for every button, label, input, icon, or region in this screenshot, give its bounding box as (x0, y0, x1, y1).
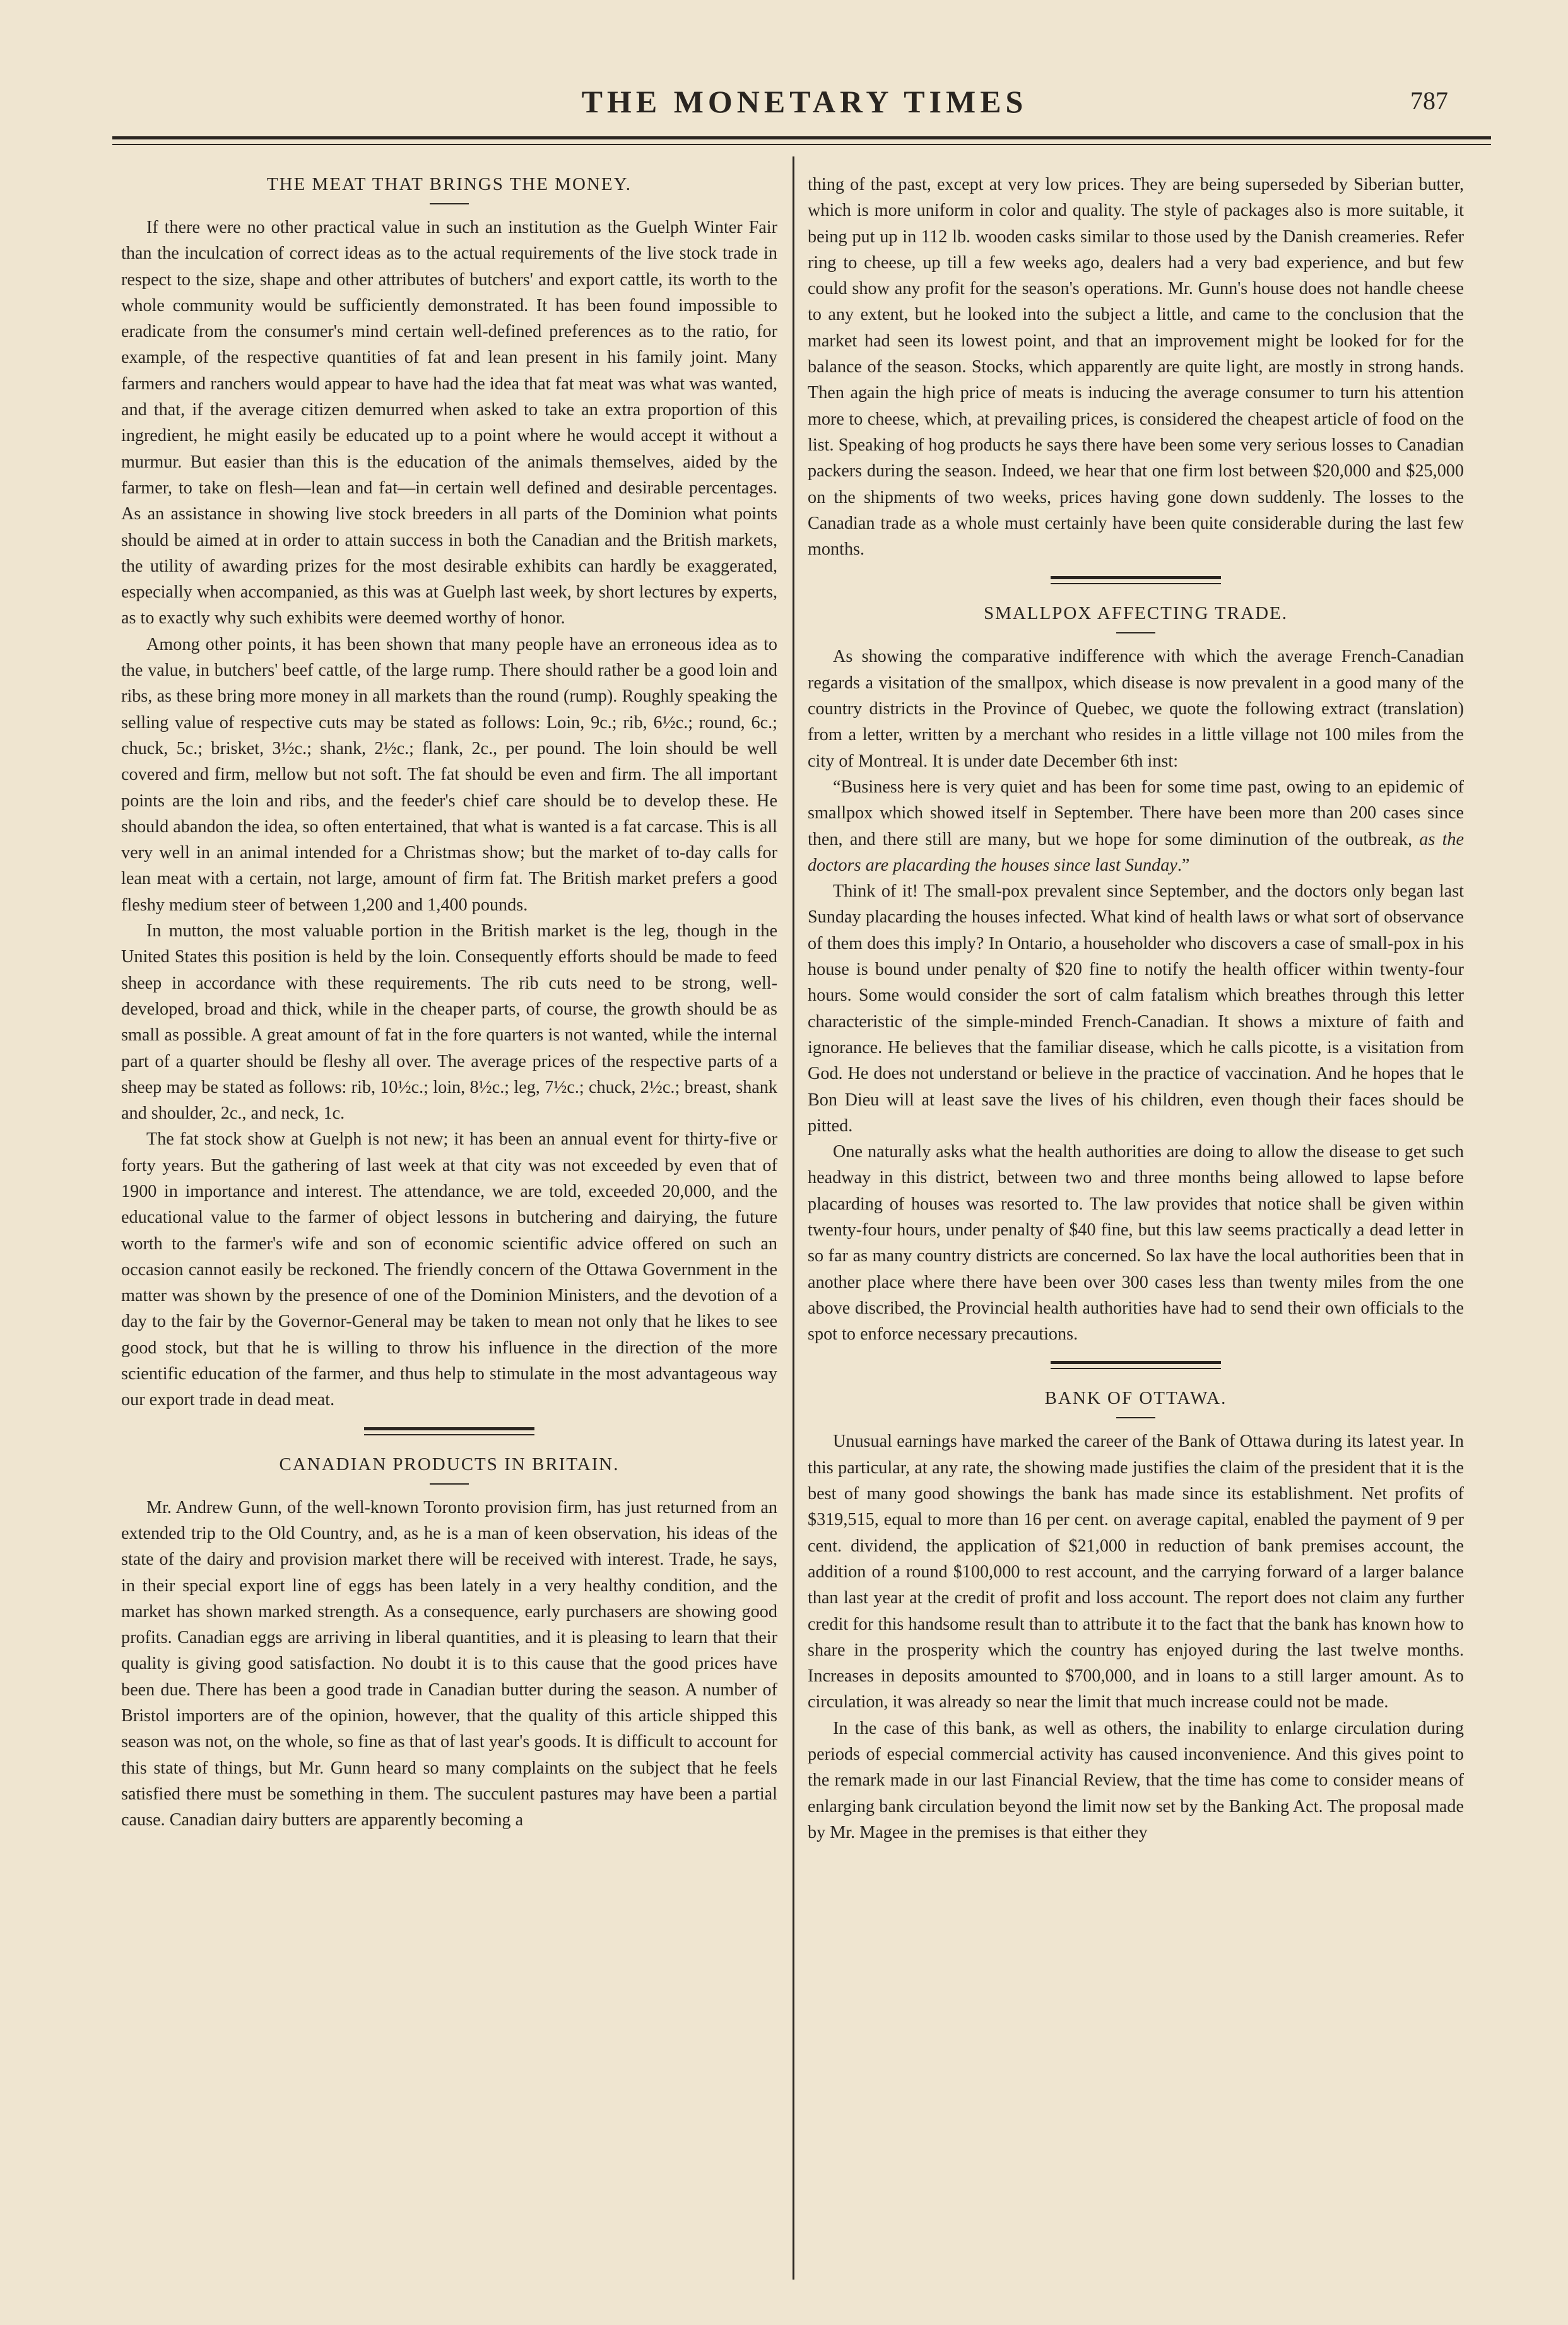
paragraph: In the case of this bank, as well as others, the inability to enlarge circulation during periods of especial commercial activity has caused inconvenience. And this gives point to the remark made in our last Financial Review, that the time has come to consider means of enlarging bank circulation beyond the limit now set by the Banking Act. The proposal made by Mr. Magee in the premises is that either they (808, 1718, 1464, 1842)
article-separator (1051, 576, 1221, 584)
paragraph: Mr. Andrew Gunn, of the well-known Toronto provision firm, has just returned from an extended trip to the Old Country, and, as he is a man of keen observation, his ideas of the state of the dairy and provision market there will be received with interest. Trade, he says, in their special export line of eggs has been lately in a very healthy condition, and the market has shown marked strength. As a consequence, early purchasers are showing good profits. Canadian eggs are arriving in liberal quantities, and it is pleasing to learn that their quality is giving good satisfaction. No doubt it is to this cause that the good prices have been due. There has been a good trade in Canadian butter during the season. A number of Bristol importers are of the opinion, however, that the quality of this article shipped this season was not, on the whole, so fine as that of last year's goods. It is difficult to account for this state of things, but Mr. Gunn heard so many complaints on the subject that he feels satisfied there must be something in them. The succulent pastures may have been a partial cause. Canadian dairy butters are apparently becoming a (121, 1497, 777, 1830)
paragraph: In mutton, the most valuable portion in the British market is the leg, though in the United States this position is held by the loin. Consequently efforts should be made to feed sheep in accordance with these requirements. The rib cuts need to be strong, well-developed, broad and thick, while in the cheaper parts, of course, the growth should be as small as possible. A great amount of fat in the fore quarters is not wanted, while the internal part of a quarter should be fleshy all over. The average prices of the respective parts of a sheep may be stated as follows: rib, 10½c.; loin, 8½c.; leg, 7½c.; chuck, 2½c.; breast, shank and shoulder, 2c., and neck, 1c. (121, 921, 777, 1124)
paragraph: Unusual earnings have marked the career of the Bank of Ottawa during its latest year. In this particular, at any rate, the showing made justifies the claim of the president that it is the best of many good showings the bank has made since its establishment. Net profits of $319,515, equal to more than 16 per cent. on average capital, enabled the payment of 9 per cent. dividend, the application of $21,000 in reduction of bank premises account, the addition of a round $100,000 to rest account, and the carrying forward of a larger balance than last year at the credit of profit and loss account. The report does not claim any further credit for this handsome result than to attribute it to the fact that the bank has known how to share in the prosperity which the country has enjoyed during the last twelve months. Increases in deposits amounted to $700,000, and in loans to a still larger amount. As to circulation, it was already so near the limit that much increase could not be made. (808, 1432, 1464, 1712)
column-divider (793, 156, 794, 2280)
page-number: 787 (1410, 86, 1448, 115)
article-separator (364, 1427, 534, 1435)
paragraph: If there were no other practical value in such an institution as the Guelph Winter Fair than the inculcation of correct ideas as to the actual requirements of the live stock trade in respect to the size, shape and other attributes of butchers' and export cattle, its worth to the whole community would be sufficiently demonstrated. It has been found impossible to eradicate from the consumer's mind certain well-defined preferences as to the ratio, for example, of the respective quantities of fat and lean present in his family joint. Many farmers and ranchers would appear to have had the idea that fat meat was what was wanted, and that, if the average citizen demurred when asked to take an extra proportion of this ingredient, he might easily be educated up to a point where he would accept it without a murmur. But easier than this is the education of the animals themselves, aided by the farmer, to take on flesh—lean and fat—in certain well defined and desirable percentages. As an assistance in showing live stock breeders in all parts of the Dominion what points should be aimed at in order to attain success in both the Canadian and the British markets, the utility of awarding prizes for the most desirable exhibits can hardly be exaggerated, especially when accompanied, as this was at Guelph last week, by short lectures by experts, as to exactly why such exhibits were deemed worthy of honor. (121, 218, 777, 628)
header-rule (112, 136, 1491, 145)
paragraph: Think of it! The small-pox prevalent since September, and the doctors only began last Sunday placarding the houses infected. What kind of health laws or what sort of observance of them does this imply? In Ontario, a householder who discovers a case of small-pox in his house is bound under penalty of $20 fine to notify the health officer within twenty-four hours. Some would consider the sort of calm fatalism which breathes through this letter characteristic of the simple-minded French-Canadian. It shows a mixture of faith and ignorance. He believes that the familiar disease, which he calls picotte, is a visitation from God. He does not understand or believe in the practice of vaccination. And he hopes that le Bon Dieu will at least save the lives of his children, even though their faces should be pitted. (808, 881, 1464, 1136)
quote-end: .” (1177, 855, 1190, 875)
title-dash (1116, 1417, 1155, 1418)
paragraph: As showing the comparative indifference with which the average French-Canadian regards a visitation of the smallpox, which disease is now prevalent in a good many of the country districts in the Province of Quebec, we quote the following extract (translation) from a letter, written by a merchant who resides in a little village not 100 miles from the city of Montreal. It is under date December 6th inst: (808, 647, 1464, 771)
title-dash (430, 1483, 469, 1485)
article-title-canadian-products: CANADIAN PRODUCTS IN BRITAIN. (279, 1454, 620, 1474)
left-column (121, 172, 777, 2292)
article-title-smallpox: SMALLPOX AFFECTING TRADE. (983, 603, 1288, 624)
paragraph: Among other points, it has been shown that many people have an erroneous idea as to the value, in butchers' beef cattle, of the large rump. There should rather be a good loin and ribs, as these bring more money in all markets than the round (rump). Roughly speaking the selling value of respective cuts may be stated as follows: Loin, 9c.; rib, 6½c.; round, 6c.; chuck, 5c.; brisket, 3½c.; shank, 2½c.; flank, 2c., per pound. The loin should be well covered and firm, mellow but not soft. The fat should be even and firm. The all important points are the loin and ribs, and the feeder's chief care should be to develop these. He should abandon the idea, so often entertained, that what is wanted is a fat carcase. This is all very well in an animal intended for a Christmas show; but the market of to-day calls for lean meat with a certain, not large, amount of firm fat. The British market prefers a good fleshy medium steer of between 1,200 and 1,400 pounds. (121, 634, 777, 915)
right-column (808, 172, 1464, 2292)
newspaper-title: THE MONETARY TIMES (581, 84, 1028, 119)
article-title-bank-of-ottawa: BANK OF OTTAWA. (1044, 1388, 1227, 1409)
masthead (120, 83, 1489, 134)
title-dash (1116, 632, 1155, 633)
quoted-letter (808, 774, 1464, 878)
title-dash (430, 203, 469, 204)
quote-italic: as the doctors are placarding the houses since last Sunday (808, 829, 1464, 875)
article-title-meat: THE MEAT THAT BRINGS THE MONEY. (266, 174, 632, 194)
article-separator (1051, 1361, 1221, 1369)
paragraph: The fat stock show at Guelph is not new; it has been an annual event for thirty-five or forty years. But the gathering of last week at that city was not exceeded by even that of 1900 in importance and interest. The attendance, we are told, exceeded 20,000, and the educational value to the farmer of object lessons in butchering and dairying, the future worth to the farmer's wife and son of economic scientific advice offered on such an occasion cannot easily be reckoned. The friendly concern of the Ottawa Government in the matter was shown by the presence of one of the Dominion Ministers, and the devotion of a day to the fair by the Governor-General may be taken to mean not only that he likes to see good stock, but that he is willing to throw his influence in the direction of the more scientific education of the farmer, and thus help to stimulate in the most advantageous way our export trade in dead meat. (121, 1129, 777, 1410)
paragraph-continued: thing of the past, except at very low prices. They are being superseded by Siberian butter, which is more uniform in color and quality. The style of packages also is more suitable, it being put up in 112 lb. wooden casks similar to those used by the Danish creameries. Refer ring to cheese, up till a few weeks ago, dealers had a very bad experience, and but few could show any profit for the season's operations. Mr. Gunn's house does not handle cheese to any extent, but he looked into the subject a little, and came to the conclusion that the market had seen its lowest point, and that an improvement might be looked for for the balance of the season. Stocks, which apparently are quite light, are mostly in strong hands. Then again the high price of meats is inducing the average consumer to turn his attention more to cheese, which, at prevailing prices, is considered the cheapest article of food on the list. Speaking of hog products he says there have been some very serious losses to Canadian packers during the season. Indeed, we hear that one firm lost between $20,000 and $25,000 on the shipments of two weeks, prices having gone down suddenly. The losses to the Canadian trade as a whole must certainly have been quite considerable during the last few months. (808, 175, 1464, 560)
paragraph: One naturally asks what the health authorities are doing to allow the disease to get such headway in this district, between two and three months being allowed to lapse before placarding of houses was resorted to. The law provides that notice shall be given within twenty-four hours, under penalty of $40 fine, but this law seems practically a dead letter in so far as many country districts are concerned. So lax have the local authorities been that in another place where there have been over 300 cases less than twenty miles from the one above discribed, the Provincial health authorities have had to send their own officials to the spot to enforce necessary precautions. (808, 1142, 1464, 1345)
quote-text: “Business here is very quiet and has been for some time past, owing to an epidemic of smallpox which showed itself in September. There have been more than 200 cases since then, and there still are many, but we hope for some diminution of the outbreak, (808, 777, 1464, 849)
